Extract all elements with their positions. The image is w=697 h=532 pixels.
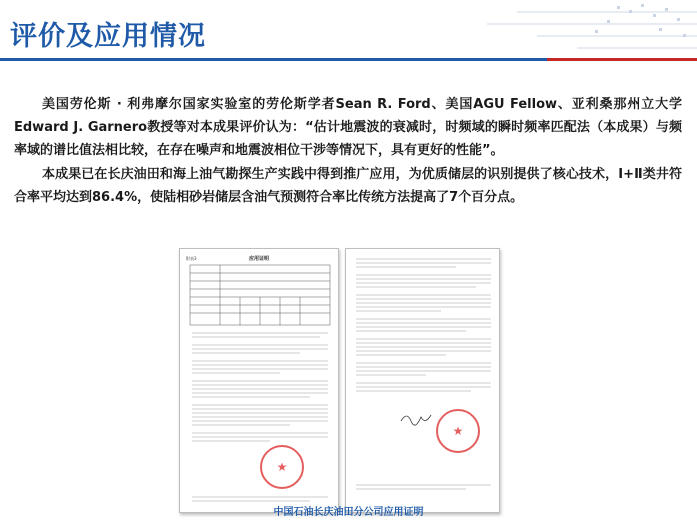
page-title: 评价及应用情况: [10, 21, 206, 52]
application-paragraph: 本成果已在长庆油田和海上油气勘探生产实践中得到推广应用，为优质储层的识别提供了核心技术，Ⅰ+Ⅱ类井符合率平均达到86.4%，使陆相砂岩储层含油气预测符合率比传统方法提高了7个百分点。: [14, 167, 682, 205]
company-seal: [436, 409, 480, 453]
certificate-text-graphic: [346, 249, 500, 513]
header-divider-accent: [547, 58, 697, 61]
document-title: 应用证明: [248, 256, 269, 262]
certificate-form-graphic: [180, 249, 339, 513]
document-tag: 附表3: [186, 256, 197, 261]
figure-caption: 中国石油长庆油田分公司应用证明: [273, 507, 424, 518]
official-seal: [260, 445, 304, 489]
certificate-page-right: [345, 248, 500, 513]
header-decoration: [367, 0, 697, 58]
evaluation-paragraph: 美国劳伦斯 · 利弗摩尔国家实验室的劳伦斯学者Sean R. Ford、美国AGU Fellow、亚利桑那州立大学Edward J. Garnero教授等对本成果评价认为：“估计地震波的衰减时，时频域的瞬时频率匹配法（本成果）与频率域的谱比值法相比较，在存在噪声和地震波相位干涉等情况下，具有更好的性能”。: [14, 97, 682, 158]
certificate-page-left: [179, 248, 339, 513]
